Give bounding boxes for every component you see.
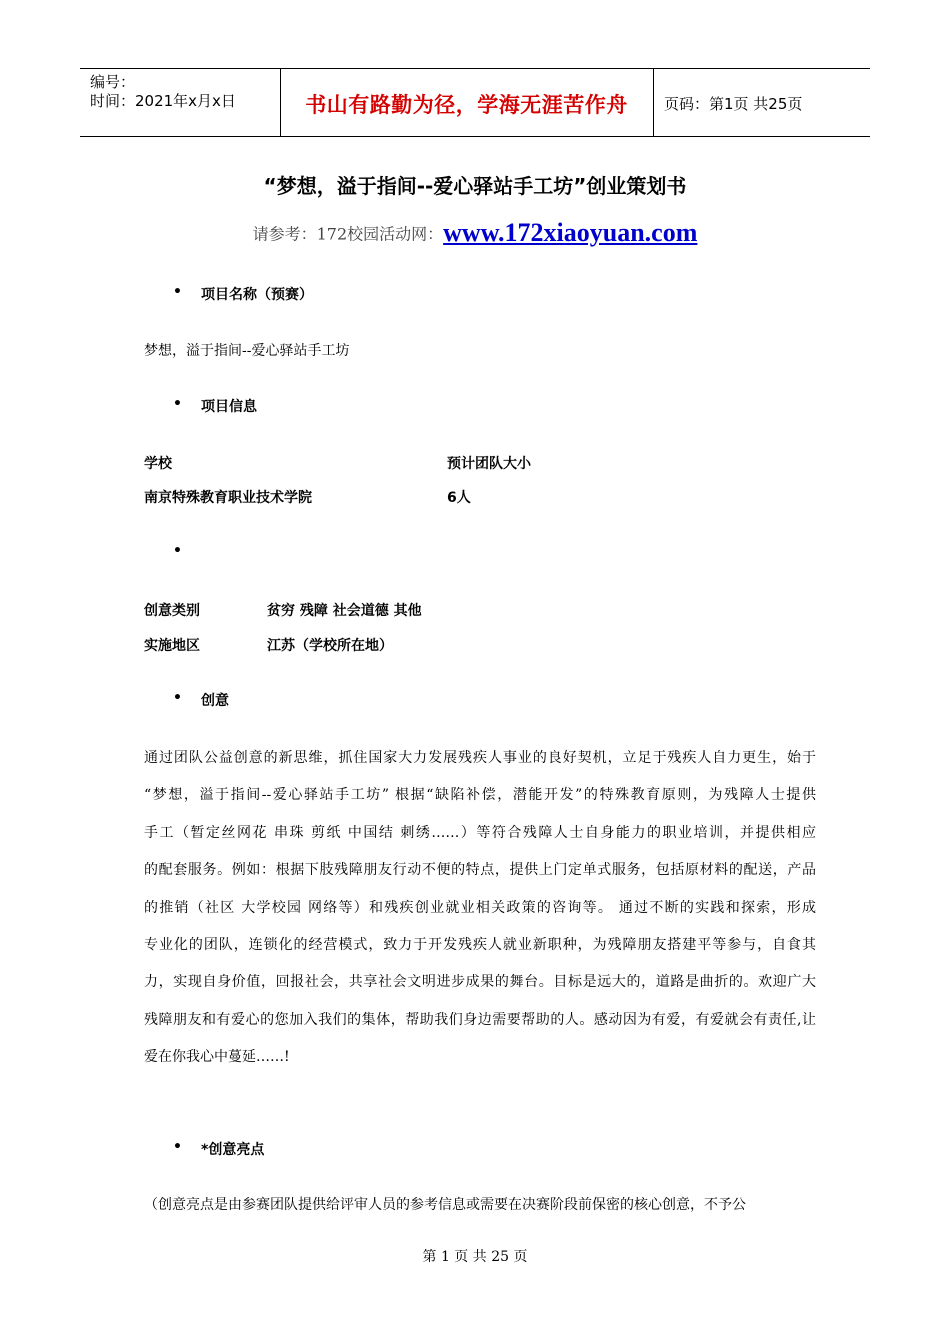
idea-line: 爱在你我心中蔓延……! <box>144 1049 290 1066</box>
idea-line: 力，实现自身价值，回报社会，共享社会文明进步成果的舞台。目标是远大的，道路是曲折的。欢迎广大 <box>144 974 816 991</box>
page-info: 页码：第1页 共25页 <box>664 95 803 113</box>
idea-line: 手工（暂定丝网花 串珠 剪纸 中国结 刺绣……）等符合残障人士自身能力的职业培训，并提供相应 <box>144 824 816 841</box>
idea-line: 专业化的团队，连锁化的经营模式，致力于开发残疾人就业新职种，为残障朋友搭建平等参与，自食其 <box>144 937 816 954</box>
bullet-dot-icon: • <box>173 284 182 300</box>
header-table <box>80 68 870 137</box>
reference-link[interactable]: www.172xiaoyuan.com <box>443 218 698 247</box>
bullet-dot-icon: • <box>173 543 182 559</box>
document-title: “梦想，溢于指间--爱心驿站手工坊”创业策划书 <box>263 174 687 198</box>
motto: 书山有路勤为径，学海无涯苦作舟 <box>305 93 628 117</box>
idea-line: 的配套服务。例如：根据下肢残障朋友行动不便的特点，提供上门定单式服务，包括原材料的配送，产品 <box>144 862 816 879</box>
reference-line <box>0 218 950 248</box>
idea-line: 通过团队公益创意的新思维，抓住国家大力发展残疾人事业的良好契机，立足于残疾人自力更生，始于 <box>144 750 816 766</box>
header-page-cell <box>654 69 870 136</box>
bullet-dot-icon: • <box>173 396 182 412</box>
region-value: 江苏（学校所在地） <box>267 638 393 654</box>
project-name-value: 梦想，溢于指间--爱心驿站手工坊 <box>144 343 350 359</box>
category-label: 创意类别 <box>144 603 200 619</box>
bullet-dot-icon: • <box>173 1139 182 1155</box>
school-value: 南京特殊教育职业技术学院 <box>144 490 312 506</box>
page-footer: 第 1 页 共 25 页 <box>422 1249 528 1265</box>
team-size-label: 预计团队大小 <box>447 456 531 472</box>
idea-line: “梦想，溢于指间--爱心驿站手工坊” 根据“缺陷补偿，潜能开发”的特殊教育原则，为残障人士提供 <box>144 787 816 804</box>
bullet-dot-icon: • <box>173 690 182 706</box>
idea-line: 的推销（社区 大学校园 网络等）和残疾创业就业相关政策的咨询等。 通过不断的实践和探索，形成 <box>144 899 816 916</box>
idea-heading: 创意 <box>201 693 229 709</box>
number-label: 编号： <box>90 73 136 91</box>
time-label: 时间：2021年x月x日 <box>90 92 236 110</box>
header-meta-cell <box>80 69 281 136</box>
highlight-note: （创意亮点是由参赛团队提供给评审人员的参考信息或需要在决赛阶段前保密的核心创意，不予公 <box>144 1197 746 1213</box>
category-value: 贫穷 残障 社会道德 其他 <box>267 603 422 619</box>
region-label: 实施地区 <box>144 638 200 654</box>
school-label: 学校 <box>144 456 172 472</box>
team-size-value: 6人 <box>447 490 471 506</box>
header-motto-cell <box>280 69 654 136</box>
project-name-heading: 项目名称（预赛） <box>201 287 313 303</box>
idea-line: 残障朋友和有爱心的您加入我们的集体，帮助我们身边需要帮助的人。感动因为有爱，有爱就会有责任,让 <box>144 1011 816 1028</box>
idea-paragraph <box>144 740 816 1077</box>
project-info-heading: 项目信息 <box>201 399 257 415</box>
reference-prefix: 请参考：172校园活动网： <box>252 224 444 244</box>
highlight-heading: *创意亮点 <box>201 1142 265 1158</box>
